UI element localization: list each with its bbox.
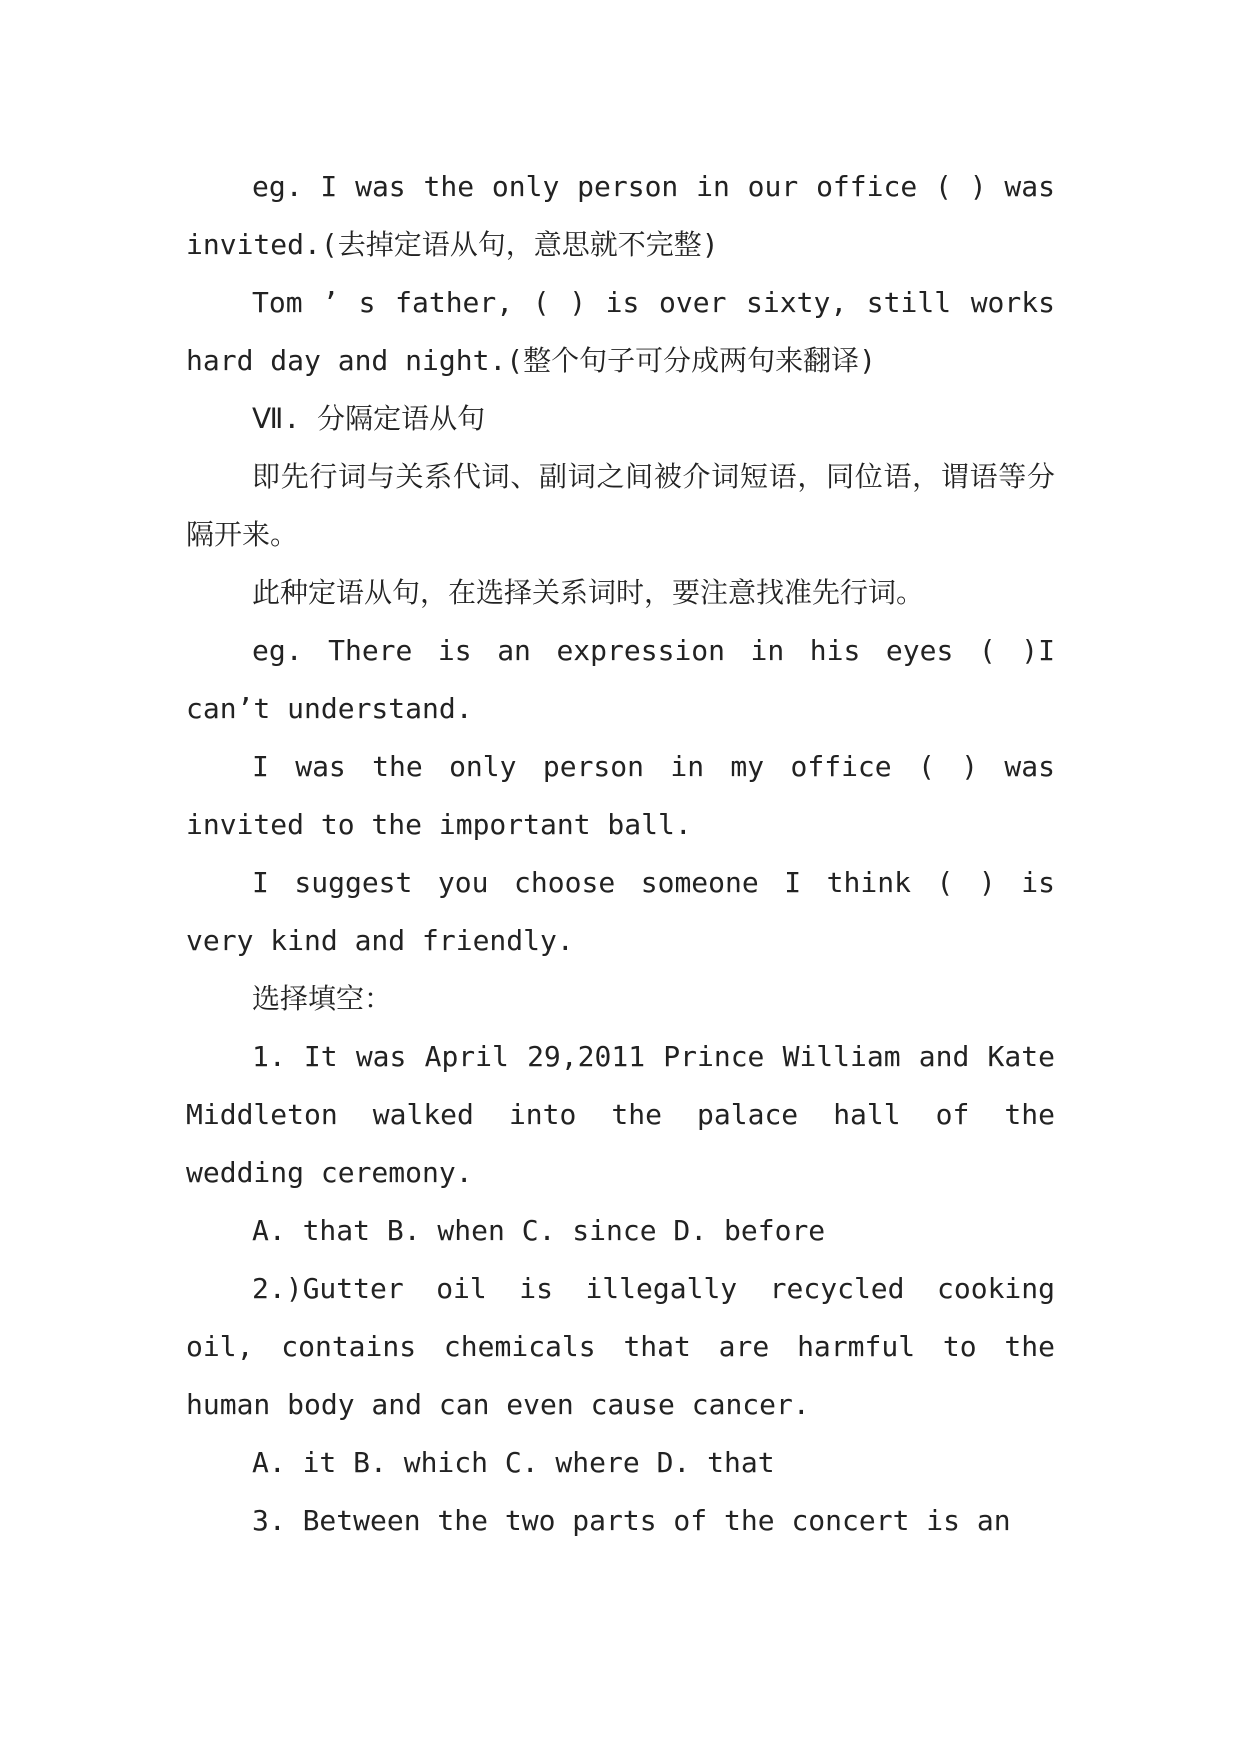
exercise-heading: 选择填空：	[252, 982, 393, 1015]
paragraph-definition: 即先行词与关系代词、副词之间被介词短语，同位语，谓语等分隔开来。	[186, 460, 1055, 551]
paragraph-example-suggest: I suggest you choose someone I think ( ) is very kind and friendly.	[186, 866, 1055, 957]
paragraph-example-expression: eg. There is an expression in his eyes ( )I can’t understand.	[186, 634, 1055, 725]
question-1-options: A. that B. when C. since D. before	[252, 1214, 826, 1247]
document-page	[186, 158, 1055, 1550]
paragraph-note: 此种定语从句，在选择关系词时，要注意找准先行词。	[252, 576, 925, 609]
question-2-options: A. it B. which C. where D. that	[252, 1446, 775, 1479]
question-1: 1. It was April 29,2011 Prince William and Kate Middleton walked into the palace hall of the wedding ceremony.	[186, 1040, 1055, 1189]
paragraph-example-office-invited: eg. I was the only person in our office ( ) was invited.(去掉定语从句，意思就不完整)	[186, 170, 1055, 261]
paragraph-example-toms-father: Tom ’ s father, ( ) is over sixty, still works hard day and night.(整个句子可分成两句来翻译)	[186, 286, 1055, 377]
question-2: 2.)Gutter oil is illegally recycled cooking oil, contains chemicals that are harmful to the human body and can even cause cancer.	[186, 1272, 1055, 1421]
question-3: 3. Between the two parts of the concert is an	[252, 1504, 1011, 1537]
paragraph-example-important-ball: I was the only person in my office ( ) was invited to the important ball.	[186, 750, 1055, 841]
section-heading-separated-clauses: Ⅶ. 分隔定语从句	[252, 402, 486, 435]
